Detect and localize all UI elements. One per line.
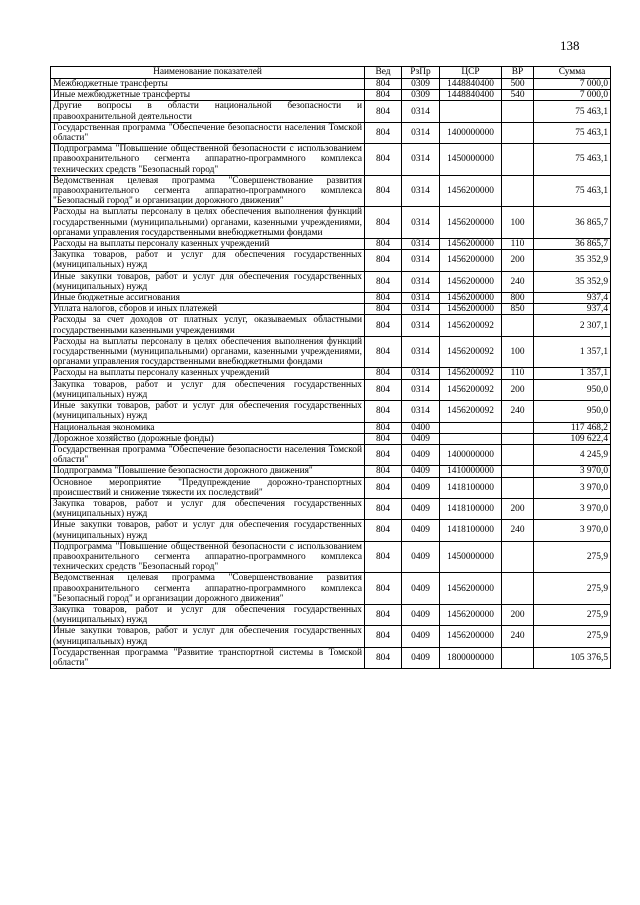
row-csr: 1400000000: [440, 122, 502, 143]
row-csr: [440, 433, 502, 444]
table-row: [51, 79, 611, 90]
row-name: Ведомственная целевая программа "Совершенствование развития правоохранительного сегмента аппаратно-программного комплекса "Безопасный город" и организации дорожного движения": [51, 175, 365, 207]
row-rzpr: 0409: [402, 520, 440, 541]
row-csr: [440, 422, 502, 433]
row-csr: 1400000000: [440, 444, 502, 465]
row-ved: 804: [365, 304, 402, 315]
table-row: [51, 422, 611, 433]
row-vr: 200: [502, 604, 534, 625]
table-body: [51, 79, 611, 669]
row-name: Государственная программа "Развитие транспортной системы в Томской области": [51, 647, 365, 668]
table-header-row: [51, 67, 611, 79]
row-csr: 1800000000: [440, 647, 502, 668]
row-rzpr: 0409: [402, 466, 440, 477]
table-row: [51, 368, 611, 379]
row-rzpr: 0314: [402, 239, 440, 250]
row-vr: 200: [502, 498, 534, 519]
row-rzpr: 0409: [402, 647, 440, 668]
row-sum: 1 357,1: [534, 368, 611, 379]
row-ved: 804: [365, 498, 402, 519]
row-vr: 540: [502, 90, 534, 101]
row-rzpr: 0309: [402, 90, 440, 101]
row-sum: 275,9: [534, 626, 611, 647]
row-name: Расходы на выплаты персоналу в целях обеспечения выполнения функций государственными (муниципальными) органами, казенными учреждениями, органами управления государственными внебюджетными фондами: [51, 207, 365, 239]
row-csr: 1456200000: [440, 250, 502, 271]
row-ved: 804: [365, 444, 402, 465]
table-row: [51, 379, 611, 400]
row-name: Межбюджетные трансферты: [51, 79, 365, 90]
table-row: [51, 293, 611, 304]
row-ved: 804: [365, 422, 402, 433]
row-vr: [502, 315, 534, 336]
row-sum: 275,9: [534, 541, 611, 573]
row-sum: 937,4: [534, 293, 611, 304]
row-vr: [502, 175, 534, 207]
table-row: [51, 90, 611, 101]
header-vr: ВР: [502, 67, 534, 79]
row-sum: 117 468,2: [534, 422, 611, 433]
row-rzpr: 0314: [402, 336, 440, 368]
row-ved: 804: [365, 626, 402, 647]
row-csr: 1456200000: [440, 271, 502, 292]
row-sum: 36 865,7: [534, 207, 611, 239]
table-row: [51, 647, 611, 668]
row-vr: 240: [502, 271, 534, 292]
row-ved: 804: [365, 101, 402, 122]
row-name: Государственная программа "Обеспечение безопасности населения Томской области": [51, 444, 365, 465]
row-vr: [502, 101, 534, 122]
table-row: [51, 175, 611, 207]
row-ved: 804: [365, 271, 402, 292]
row-vr: [502, 477, 534, 498]
row-vr: 240: [502, 520, 534, 541]
row-ved: 804: [365, 239, 402, 250]
table-row: [51, 498, 611, 519]
row-rzpr: 0314: [402, 207, 440, 239]
row-vr: 200: [502, 250, 534, 271]
table-row: [51, 144, 611, 176]
row-name: Иные закупки товаров, работ и услуг для обеспечения государственных (муниципальных) нужд: [51, 520, 365, 541]
row-sum: 950,0: [534, 379, 611, 400]
row-name: Другие вопросы в области национальной безопасности и правоохранительной деятельности: [51, 101, 365, 122]
row-rzpr: 0409: [402, 433, 440, 444]
table-row: [51, 315, 611, 336]
table-row: [51, 604, 611, 625]
row-vr: [502, 541, 534, 573]
row-name: Расходы за счет доходов от платных услуг, оказываемых областными государственными казенными учреждениями: [51, 315, 365, 336]
row-csr: 1456200092: [440, 401, 502, 422]
row-vr: 100: [502, 207, 534, 239]
row-sum: 75 463,1: [534, 144, 611, 176]
table-row: [51, 101, 611, 122]
budget-table: [50, 66, 611, 669]
row-rzpr: 0314: [402, 368, 440, 379]
table-row: [51, 207, 611, 239]
row-csr: 1418100000: [440, 520, 502, 541]
row-name: Подпрограмма "Повышение безопасности дорожного движения": [51, 466, 365, 477]
row-csr: 1456200092: [440, 379, 502, 400]
row-vr: 850: [502, 304, 534, 315]
row-name: Расходы на выплаты персоналу в целях обеспечения выполнения функций государственными (муниципальными) органами, казенными учреждениями, органами управления государственными внебюджетными фондами: [51, 336, 365, 368]
row-rzpr: 0314: [402, 379, 440, 400]
row-name: Иные закупки товаров, работ и услуг для обеспечения государственных (муниципальных) нужд: [51, 401, 365, 422]
row-csr: 1456200092: [440, 315, 502, 336]
row-sum: 105 376,5: [534, 647, 611, 668]
row-rzpr: 0409: [402, 626, 440, 647]
row-name: Закупка товаров, работ и услуг для обеспечения государственных (муниципальных) нужд: [51, 498, 365, 519]
row-sum: 7 000,0: [534, 90, 611, 101]
row-csr: 1456200000: [440, 175, 502, 207]
table-row: [51, 466, 611, 477]
row-name: Расходы на выплаты персоналу казенных учреждений: [51, 368, 365, 379]
row-csr: 1456200000: [440, 207, 502, 239]
table-row: [51, 250, 611, 271]
row-rzpr: 0314: [402, 175, 440, 207]
row-rzpr: 0409: [402, 573, 440, 605]
row-vr: 800: [502, 293, 534, 304]
row-ved: 804: [365, 433, 402, 444]
row-sum: 3 970,0: [534, 466, 611, 477]
row-ved: 804: [365, 647, 402, 668]
row-csr: 1456200000: [440, 239, 502, 250]
row-vr: [502, 122, 534, 143]
row-ved: 804: [365, 144, 402, 176]
row-csr: 1410000000: [440, 466, 502, 477]
header-rzpr: РзПр: [402, 67, 440, 79]
row-sum: 3 970,0: [534, 498, 611, 519]
row-csr: 1456200000: [440, 293, 502, 304]
row-sum: 275,9: [534, 604, 611, 625]
row-sum: 75 463,1: [534, 101, 611, 122]
row-name: Государственная программа "Обеспечение безопасности населения Томской области": [51, 122, 365, 143]
row-rzpr: 0409: [402, 604, 440, 625]
row-ved: 804: [365, 293, 402, 304]
row-sum: 4 245,9: [534, 444, 611, 465]
row-rzpr: 0409: [402, 498, 440, 519]
row-rzpr: 0314: [402, 401, 440, 422]
header-ved: Вед: [365, 67, 402, 79]
row-name: Закупка товаров, работ и услуг для обеспечения государственных (муниципальных) нужд: [51, 250, 365, 271]
row-ved: 804: [365, 401, 402, 422]
row-sum: 275,9: [534, 573, 611, 605]
row-csr: 1450000000: [440, 541, 502, 573]
row-vr: 200: [502, 379, 534, 400]
table-row: [51, 271, 611, 292]
row-csr: 1456200092: [440, 336, 502, 368]
row-vr: [502, 422, 534, 433]
header-csr: ЦСР: [440, 67, 502, 79]
row-ved: 804: [365, 573, 402, 605]
table-row: [51, 444, 611, 465]
table-row: [51, 433, 611, 444]
row-ved: 804: [365, 315, 402, 336]
row-sum: 2 307,1: [534, 315, 611, 336]
row-sum: 3 970,0: [534, 520, 611, 541]
row-rzpr: 0400: [402, 422, 440, 433]
row-name: Иные закупки товаров, работ и услуг для обеспечения государственных (муниципальных) нужд: [51, 271, 365, 292]
row-csr: 1418100000: [440, 477, 502, 498]
row-ved: 804: [365, 336, 402, 368]
row-rzpr: 0409: [402, 477, 440, 498]
row-rzpr: 0314: [402, 315, 440, 336]
row-csr: 1456200000: [440, 573, 502, 605]
row-sum: 75 463,1: [534, 175, 611, 207]
row-rzpr: 0314: [402, 293, 440, 304]
row-ved: 804: [365, 541, 402, 573]
row-vr: 500: [502, 79, 534, 90]
row-sum: 109 622,4: [534, 433, 611, 444]
row-name: Подпрограмма "Повышение общественной безопасности с использованием правоохранительного сегмента аппаратно-программного комплекса технических средств "Безопасный город": [51, 541, 365, 573]
row-sum: 75 463,1: [534, 122, 611, 143]
row-csr: 1456200000: [440, 604, 502, 625]
row-rzpr: 0314: [402, 304, 440, 315]
row-vr: [502, 144, 534, 176]
row-csr: 1448840400: [440, 79, 502, 90]
row-name: Дорожное хозяйство (дорожные фонды): [51, 433, 365, 444]
row-sum: 3 970,0: [534, 477, 611, 498]
row-name: Основное мероприятие "Предупреждение дорожно-транспортных происшествий и снижение тяжести их последствий": [51, 477, 365, 498]
row-rzpr: 0409: [402, 444, 440, 465]
row-csr: 1456200092: [440, 368, 502, 379]
row-vr: 100: [502, 336, 534, 368]
table-row: [51, 239, 611, 250]
header-sum: Сумма: [534, 67, 611, 79]
row-rzpr: 0314: [402, 144, 440, 176]
row-ved: 804: [365, 520, 402, 541]
row-ved: 804: [365, 368, 402, 379]
row-sum: 937,4: [534, 304, 611, 315]
row-rzpr: 0309: [402, 79, 440, 90]
table-row: [51, 520, 611, 541]
row-sum: 35 352,9: [534, 271, 611, 292]
row-rzpr: 0314: [402, 271, 440, 292]
row-vr: 240: [502, 626, 534, 647]
table-row: [51, 626, 611, 647]
header-name: Наименование показателей: [51, 67, 365, 79]
row-ved: 804: [365, 90, 402, 101]
row-vr: [502, 466, 534, 477]
row-vr: 110: [502, 239, 534, 250]
row-name: Иные межбюджетные трансферты: [51, 90, 365, 101]
row-sum: 7 000,0: [534, 79, 611, 90]
table-row: [51, 122, 611, 143]
row-name: Подпрограмма "Повышение общественной безопасности с использованием правоохранительного сегмента аппаратно-программного комплекса технических средств "Безопасный город": [51, 144, 365, 176]
row-ved: 804: [365, 477, 402, 498]
row-vr: [502, 647, 534, 668]
row-vr: [502, 573, 534, 605]
row-rzpr: 0314: [402, 122, 440, 143]
table-row: [51, 304, 611, 315]
row-csr: 1448840400: [440, 90, 502, 101]
row-csr: 1456200000: [440, 304, 502, 315]
row-name: Иные бюджетные ассигнования: [51, 293, 365, 304]
row-rzpr: 0409: [402, 541, 440, 573]
row-rzpr: 0314: [402, 250, 440, 271]
row-name: Иные закупки товаров, работ и услуг для обеспечения государственных (муниципальных) нужд: [51, 626, 365, 647]
table-row: [51, 573, 611, 605]
row-vr: 240: [502, 401, 534, 422]
row-ved: 804: [365, 79, 402, 90]
row-csr: 1456200000: [440, 626, 502, 647]
page-number: 138: [560, 38, 580, 53]
row-sum: 950,0: [534, 401, 611, 422]
row-sum: 35 352,9: [534, 250, 611, 271]
row-vr: [502, 433, 534, 444]
row-name: Национальная экономика: [51, 422, 365, 433]
row-sum: 1 357,1: [534, 336, 611, 368]
row-rzpr: 0314: [402, 101, 440, 122]
row-csr: [440, 101, 502, 122]
row-ved: 804: [365, 175, 402, 207]
row-name: Закупка товаров, работ и услуг для обеспечения государственных (муниципальных) нужд: [51, 379, 365, 400]
table-row: [51, 541, 611, 573]
table-row: [51, 336, 611, 368]
row-csr: 1450000000: [440, 144, 502, 176]
row-vr: 110: [502, 368, 534, 379]
table-row: [51, 477, 611, 498]
row-csr: 1418100000: [440, 498, 502, 519]
table-row: [51, 401, 611, 422]
row-ved: 804: [365, 207, 402, 239]
row-name: Уплата налогов, сборов и иных платежей: [51, 304, 365, 315]
row-name: Закупка товаров, работ и услуг для обеспечения государственных (муниципальных) нужд: [51, 604, 365, 625]
row-vr: [502, 444, 534, 465]
row-sum: 36 865,7: [534, 239, 611, 250]
row-ved: 804: [365, 604, 402, 625]
row-name: Ведомственная целевая программа "Совершенствование развития правоохранительного сегмента аппаратно-программного комплекса "Безопасный город" и организации дорожного движения": [51, 573, 365, 605]
row-name: Расходы на выплаты персоналу казенных учреждений: [51, 239, 365, 250]
row-ved: 804: [365, 466, 402, 477]
row-ved: 804: [365, 250, 402, 271]
row-ved: 804: [365, 122, 402, 143]
row-ved: 804: [365, 379, 402, 400]
